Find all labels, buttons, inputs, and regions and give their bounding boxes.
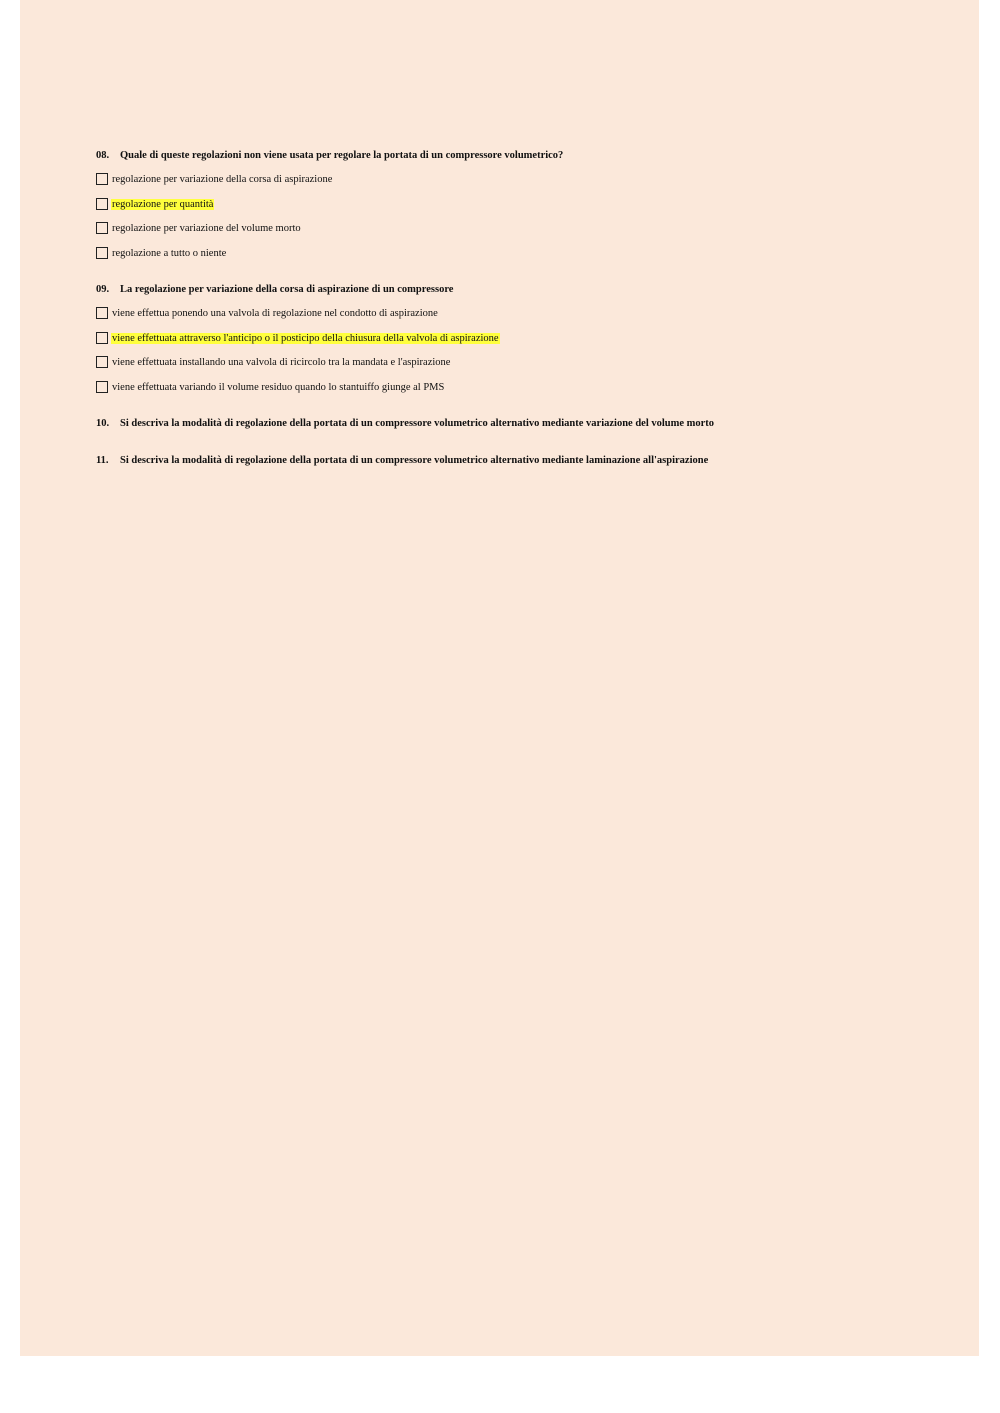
question-11 <box>96 454 956 468</box>
checkbox[interactable] <box>96 247 108 259</box>
options-08 <box>96 171 956 261</box>
option-09-b <box>96 330 956 346</box>
option-09-d <box>96 379 956 395</box>
question-09 <box>96 283 956 297</box>
document-page <box>20 0 979 1356</box>
question-10 <box>96 417 956 431</box>
quiz-content <box>96 149 956 468</box>
option-text: viene effettua ponendo una valvola di regolazione nel condotto di aspirazione <box>112 307 438 319</box>
question-08 <box>96 149 956 163</box>
question-text: La regolazione per variazione della corsa di aspirazione di un compressore <box>120 284 454 295</box>
option-text: regolazione per variazione del volume morto <box>112 222 301 234</box>
question-number: 11. <box>96 455 109 466</box>
question-number: 10. <box>96 418 110 429</box>
checkbox[interactable] <box>96 198 108 210</box>
checkbox[interactable] <box>96 173 108 185</box>
option-text: regolazione a tutto o niente <box>112 247 227 259</box>
checkbox[interactable] <box>96 222 108 234</box>
option-08-b <box>96 196 956 212</box>
question-text: Si descriva la modalità di regolazione della portata di un compressore volumetrico alternativo mediante variazione del volume morto <box>120 418 715 429</box>
question-number: 09. <box>96 284 110 295</box>
option-text: regolazione per variazione della corsa di aspirazione <box>112 173 333 185</box>
checkbox[interactable] <box>96 332 108 344</box>
option-09-c <box>96 354 956 370</box>
question-text: Quale di queste regolazioni non viene usata per regolare la portata di un compressore volumetrico? <box>120 150 564 161</box>
option-text: viene effettuata installando una valvola di ricircolo tra la mandata e l'aspirazione <box>112 356 451 368</box>
option-text-highlighted: viene effettuata attraverso l'anticipo o il posticipo della chiusura della valvola di aspirazione <box>112 332 499 344</box>
checkbox[interactable] <box>96 356 108 368</box>
options-09 <box>96 305 956 395</box>
option-text: viene effettuata variando il volume residuo quando lo stantuiffo giunge al PMS <box>112 381 445 393</box>
option-08-a <box>96 171 956 187</box>
option-text-highlighted: regolazione per quantità <box>112 198 214 210</box>
checkbox[interactable] <box>96 307 108 319</box>
checkbox[interactable] <box>96 381 108 393</box>
option-08-c <box>96 220 956 236</box>
option-08-d <box>96 245 956 261</box>
question-number: 08. <box>96 150 110 161</box>
option-09-a <box>96 305 956 321</box>
question-text: Si descriva la modalità di regolazione della portata di un compressore volumetrico alternativo mediante laminazione all'aspirazione <box>120 455 709 466</box>
